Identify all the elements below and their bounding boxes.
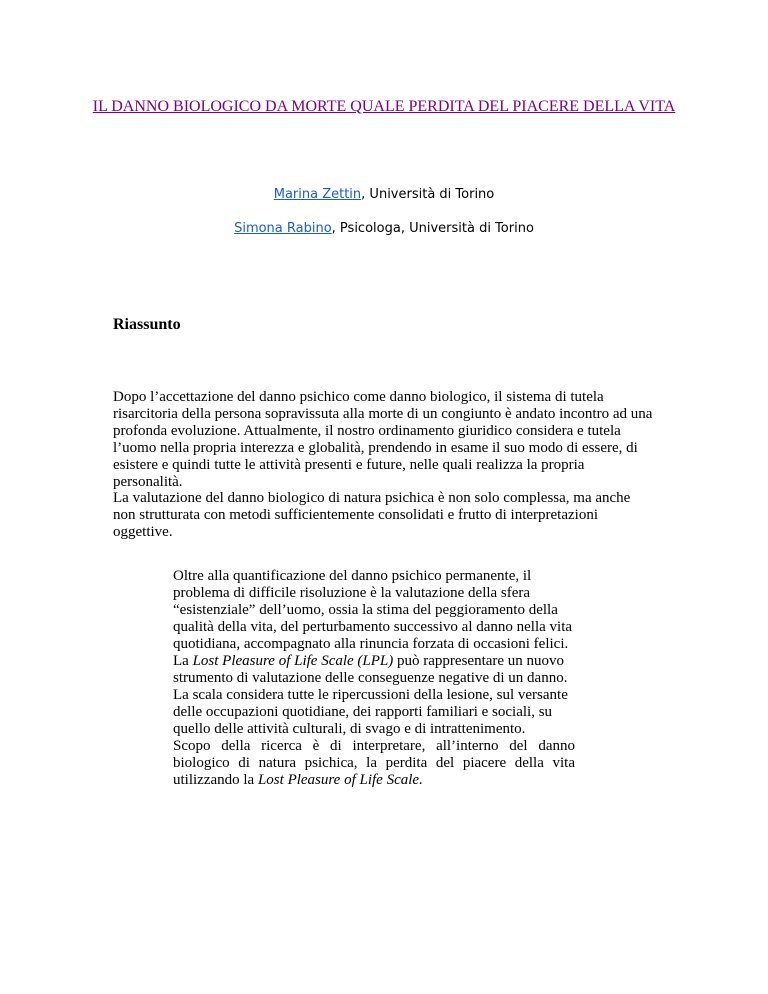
quote-part-3-prefix: Scopo della ricerca è di interpretare, all’interno del danno biologico di natura psichica, la perdita del piacere della vita utilizzando la bbox=[173, 738, 575, 788]
author-line-1 bbox=[80, 187, 688, 203]
author-affiliation-1: , Università di Torino bbox=[361, 187, 495, 202]
document-title[interactable]: IL DANNO BIOLOGICO DA MORTE QUALE PERDITA DEL PIACERE DELLA VITA bbox=[92, 98, 676, 115]
section-heading-riassunto: Riassunto bbox=[113, 316, 181, 333]
quote-part-2-italic: Lost Pleasure of Life Scale (LPL) bbox=[192, 653, 394, 669]
abstract-paragraph-2: La valutazione del danno biologico di natura psichica è non solo complessa, ma anche non strutturata con metodi sufficientemente consolidati e frutto di interpretazioni oggettive. bbox=[113, 490, 631, 540]
quote-part-3-italic: Lost Pleasure of Life Scale. bbox=[257, 772, 423, 788]
author-affiliation-2: , Psicologa, Università di Torino bbox=[331, 221, 534, 236]
quote-part-3 bbox=[173, 738, 575, 789]
author-link-marina-zettin[interactable]: Marina Zettin bbox=[273, 187, 362, 202]
indented-quote-block bbox=[173, 568, 575, 789]
author-line-2 bbox=[80, 221, 688, 237]
abstract-paragraph-1: Dopo l’accettazione del danno psichico come danno biologico, il sistema di tutela risarcitoria della persona sopravissuta alla morte di un congiunto è andato incontro ad una profonda evoluzione. Attualmente, il nostro ordinamento giuridico considera e tutela l’uomo nella propria interezza e globalità, prendendo in esame il suo modo di essere, di esistere e quindi tutte le attività presenti e future, nelle quali realizza la propria personalità. bbox=[113, 389, 653, 490]
quote-part-2-suffix: può rappresentare un nuovo strumento di valutazione delle conseguenze negative di un danno. La scala considera tutte le ripercussioni della lesione, sul versante delle occupazioni quotidiane, dei rapporti familiari e sociali, su quello delle attività culturali, di svago e di intrattenimento. bbox=[173, 653, 568, 737]
author-link-simona-rabino[interactable]: Simona Rabino bbox=[234, 221, 332, 236]
quote-part-2 bbox=[173, 653, 575, 738]
quote-part-1: Oltre alla quantificazione del danno psichico permanente, il problema di difficile risoluzione è la valutazione della sfera “esistenziale” dell’uomo, ossia la stima del peggioramento della qualità della vita, del perturbamento successivo al danno nella vita quotidiana, accompagnato alla rinuncia forzata di occasioni felici. bbox=[173, 568, 573, 652]
quote-part-2-prefix: La bbox=[173, 653, 193, 669]
